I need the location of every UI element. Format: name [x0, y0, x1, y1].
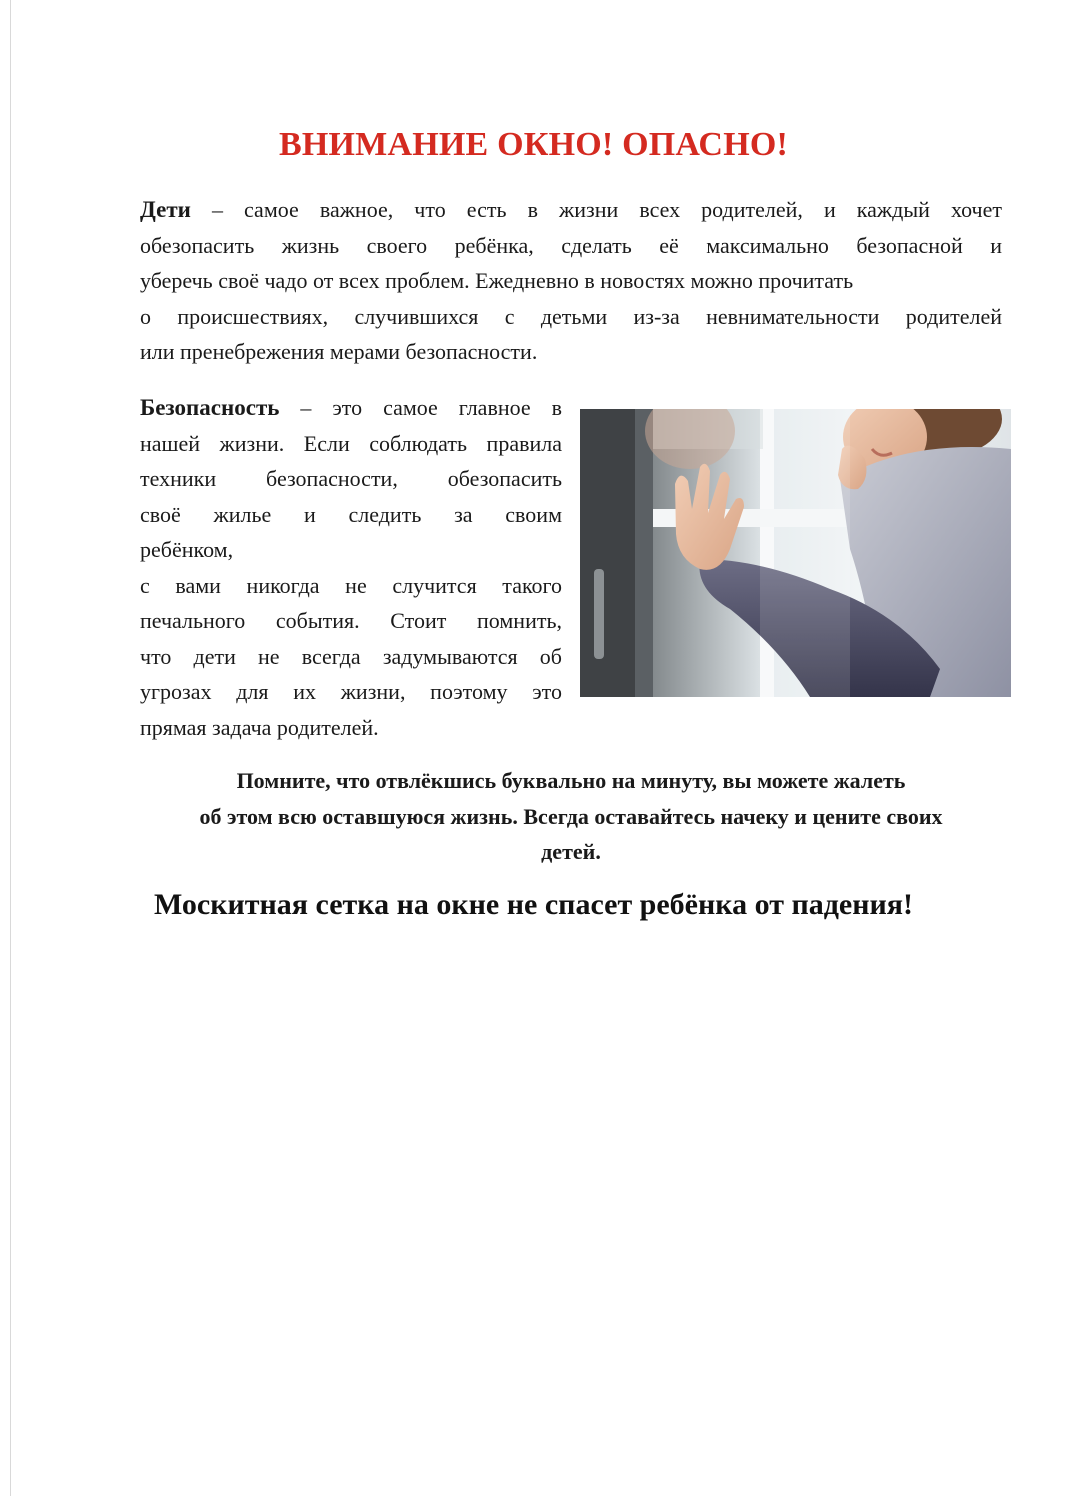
remember-line-2: об этом всю оставшуюся жизнь. Всегда оставайтесь начеку и цените своих	[199, 803, 943, 829]
intro-line-1	[140, 192, 1002, 228]
safety-line-4: своё жилье и следить за своим	[140, 501, 562, 527]
safety-line-6: с вами никогда не случится такого	[140, 572, 562, 598]
intro-line-1-text: – самое важное, что есть в жизни всех родителей, и каждый хочет	[190, 197, 1002, 222]
intro-lead-word: Дети	[140, 197, 191, 222]
intro-paragraph	[140, 192, 1002, 370]
safety-paragraph	[140, 390, 562, 745]
page-title: ВНИМАНИЕ ОКНО! ОПАСНО!	[278, 126, 789, 163]
safety-line-2: нашей жизни. Если соблюдать правила	[140, 430, 562, 456]
child-at-window-photo	[580, 409, 1011, 697]
intro-line-2: обезопасить жизнь своего ребёнка, сделать её максимально безопасной и	[140, 232, 1002, 258]
remember-line-3: детей.	[541, 839, 601, 864]
safety-line-5: ребёнком,	[140, 537, 234, 562]
mosquito-net-warning: Москитная сетка на окне не спасет ребёнка от падения!	[153, 888, 914, 921]
safety-lead-word: Безопасность	[140, 395, 280, 420]
safety-line-9: угрозах для их жизни, поэтому это	[140, 679, 562, 704]
remember-note	[140, 763, 1002, 870]
safety-line-1	[140, 390, 562, 426]
page-edge	[10, 0, 11, 1496]
intro-line-5: или пренебрежения мерами безопасности.	[140, 339, 538, 364]
safety-line-10: прямая задача родителей.	[140, 714, 379, 740]
remember-line-1: Помните, что отвлёкшись буквально на минуту, вы можете жалеть	[236, 768, 906, 793]
safety-line-7: печального события. Стоит помнить,	[140, 608, 562, 633]
intro-line-3: уберечь своё чадо от всех проблем. Ежедневно в новостях можно прочитать	[140, 268, 854, 293]
safety-line-3: техники безопасности, обезопасить	[140, 466, 562, 491]
intro-line-4: о происшествиях, случившихся с детьми из-за невнимательности родителей	[140, 303, 1002, 329]
safety-line-1-text: – это самое главное в	[279, 395, 562, 420]
safety-line-8: что дети не всегда задумываются об	[140, 643, 562, 669]
